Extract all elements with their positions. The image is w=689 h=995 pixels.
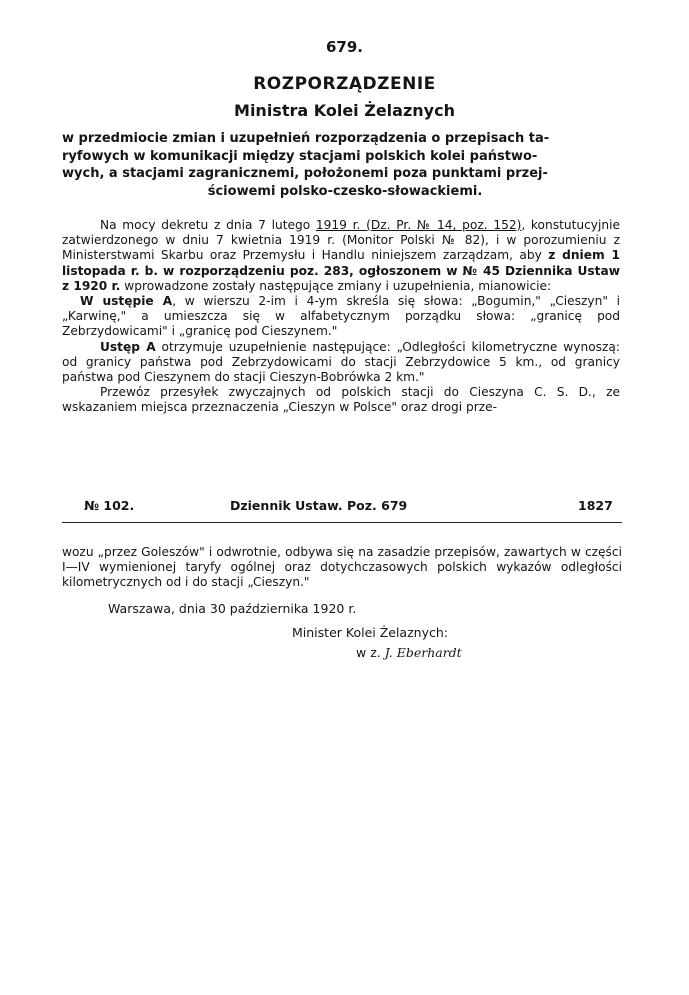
paragraph-continuation: wozu „przez Goleszów" i odwrotnie, odbywa się na zasadzie przepisów, zawartych w części I—IV wymienionej taryfy ogólnej oraz dotychczasowych polskich wykazów odległości kilometrycznych od i do stacji „Cieszyn." — [62, 545, 622, 590]
para3-bold: Ustęp A — [100, 339, 156, 354]
paragraph-section-a — [62, 294, 620, 340]
main-text-block — [62, 218, 620, 416]
issue-number: № 102. — [84, 498, 135, 513]
para1-bold: z dniem 1 listopada r. b. w rozporządzeniu poz. 283, ogłoszonem w № 45 Dziennika Ustaw z 1920 r. — [62, 248, 620, 293]
signature-name: J. Eberhardt — [384, 645, 462, 660]
document-title: ROZPORZĄDZENIE — [253, 74, 436, 94]
date-line: Warszawa, dnia 30 października 1920 r. — [108, 601, 357, 616]
para1-reference: 1919 r. (Dz. Pr. № 14, poz. 152) — [315, 218, 522, 232]
paragraph-transport: Przewóz przesyłek zwyczajnych od polskich stacji do Cieszyna C. S. D., ze wskazaniem miejsca przeznaczenia „Cieszyn w Polsce" oraz drogi prze- — [62, 385, 620, 415]
journal-title: Dziennik Ustaw. Poz. 679 — [230, 498, 408, 513]
signature-role: Minister Kolei Żelaznych: — [292, 625, 448, 640]
continuation-text-block — [62, 545, 622, 591]
para2-text: , w wierszu 2-im i 4-ym skreśla się słowa: „Bogumin," „Cieszyn" i „Karwinę," a umieszcza się w alfabetycznym porządku słowa: „granicę pod Zebrzydowicami" i „granicę pod Cieszynem." — [62, 294, 620, 339]
subject-line: w przedmiocie zmian i uzupełnień rozporządzenia o przepisach ta- — [62, 131, 550, 146]
para1-lead: Na mocy dekretu z dnia 7 lutego — [100, 218, 316, 232]
para2-bold: W ustępie A — [80, 294, 173, 309]
subject-line: wych, a stacjami zagranicznemi, położonemi poza punktami przej- — [62, 166, 548, 181]
para3-text: otrzymuje uzupełnienie następujące: „Odległości kilometryczne wynoszą: od granicy państwa pod Zebrzydowicami do stacji Zebrzydowice 5 km., od granicy państwa pod Cieszynem do stacji Cieszyn-Bobrówka 2 km." — [62, 339, 620, 385]
page-number: 679. — [325, 38, 363, 56]
para1-middle: , konstutucyjnie zatwierdzonego w dniu 7 kwietnia 1919 r. (Monitor Polski № 82), i w porozumieniu z Ministerstwami Skarbu oraz Przemysłu i Handlu niniejszem zarządzam, aby — [62, 218, 620, 263]
signature-prefix: w z. — [356, 645, 385, 660]
header-rule — [62, 522, 622, 523]
subject-line: ściowemi polsko-czesko-słowackiemi. — [207, 183, 483, 199]
document-subtitle: Ministra Kolei Żelaznych — [234, 101, 455, 120]
paragraph-section-a-supplement — [62, 340, 620, 386]
paragraph-decree — [62, 218, 620, 294]
subject-block — [62, 130, 628, 200]
journal-page-number: 1827 — [578, 498, 613, 513]
subject-line: ryfowych w komunikacji między stacjami polskich kolei państwo- — [62, 148, 538, 164]
signature — [356, 645, 462, 660]
para1-tail: wprowadzone zostały następujące zmiany i uzupełnienia, mianowicie: — [120, 278, 552, 293]
